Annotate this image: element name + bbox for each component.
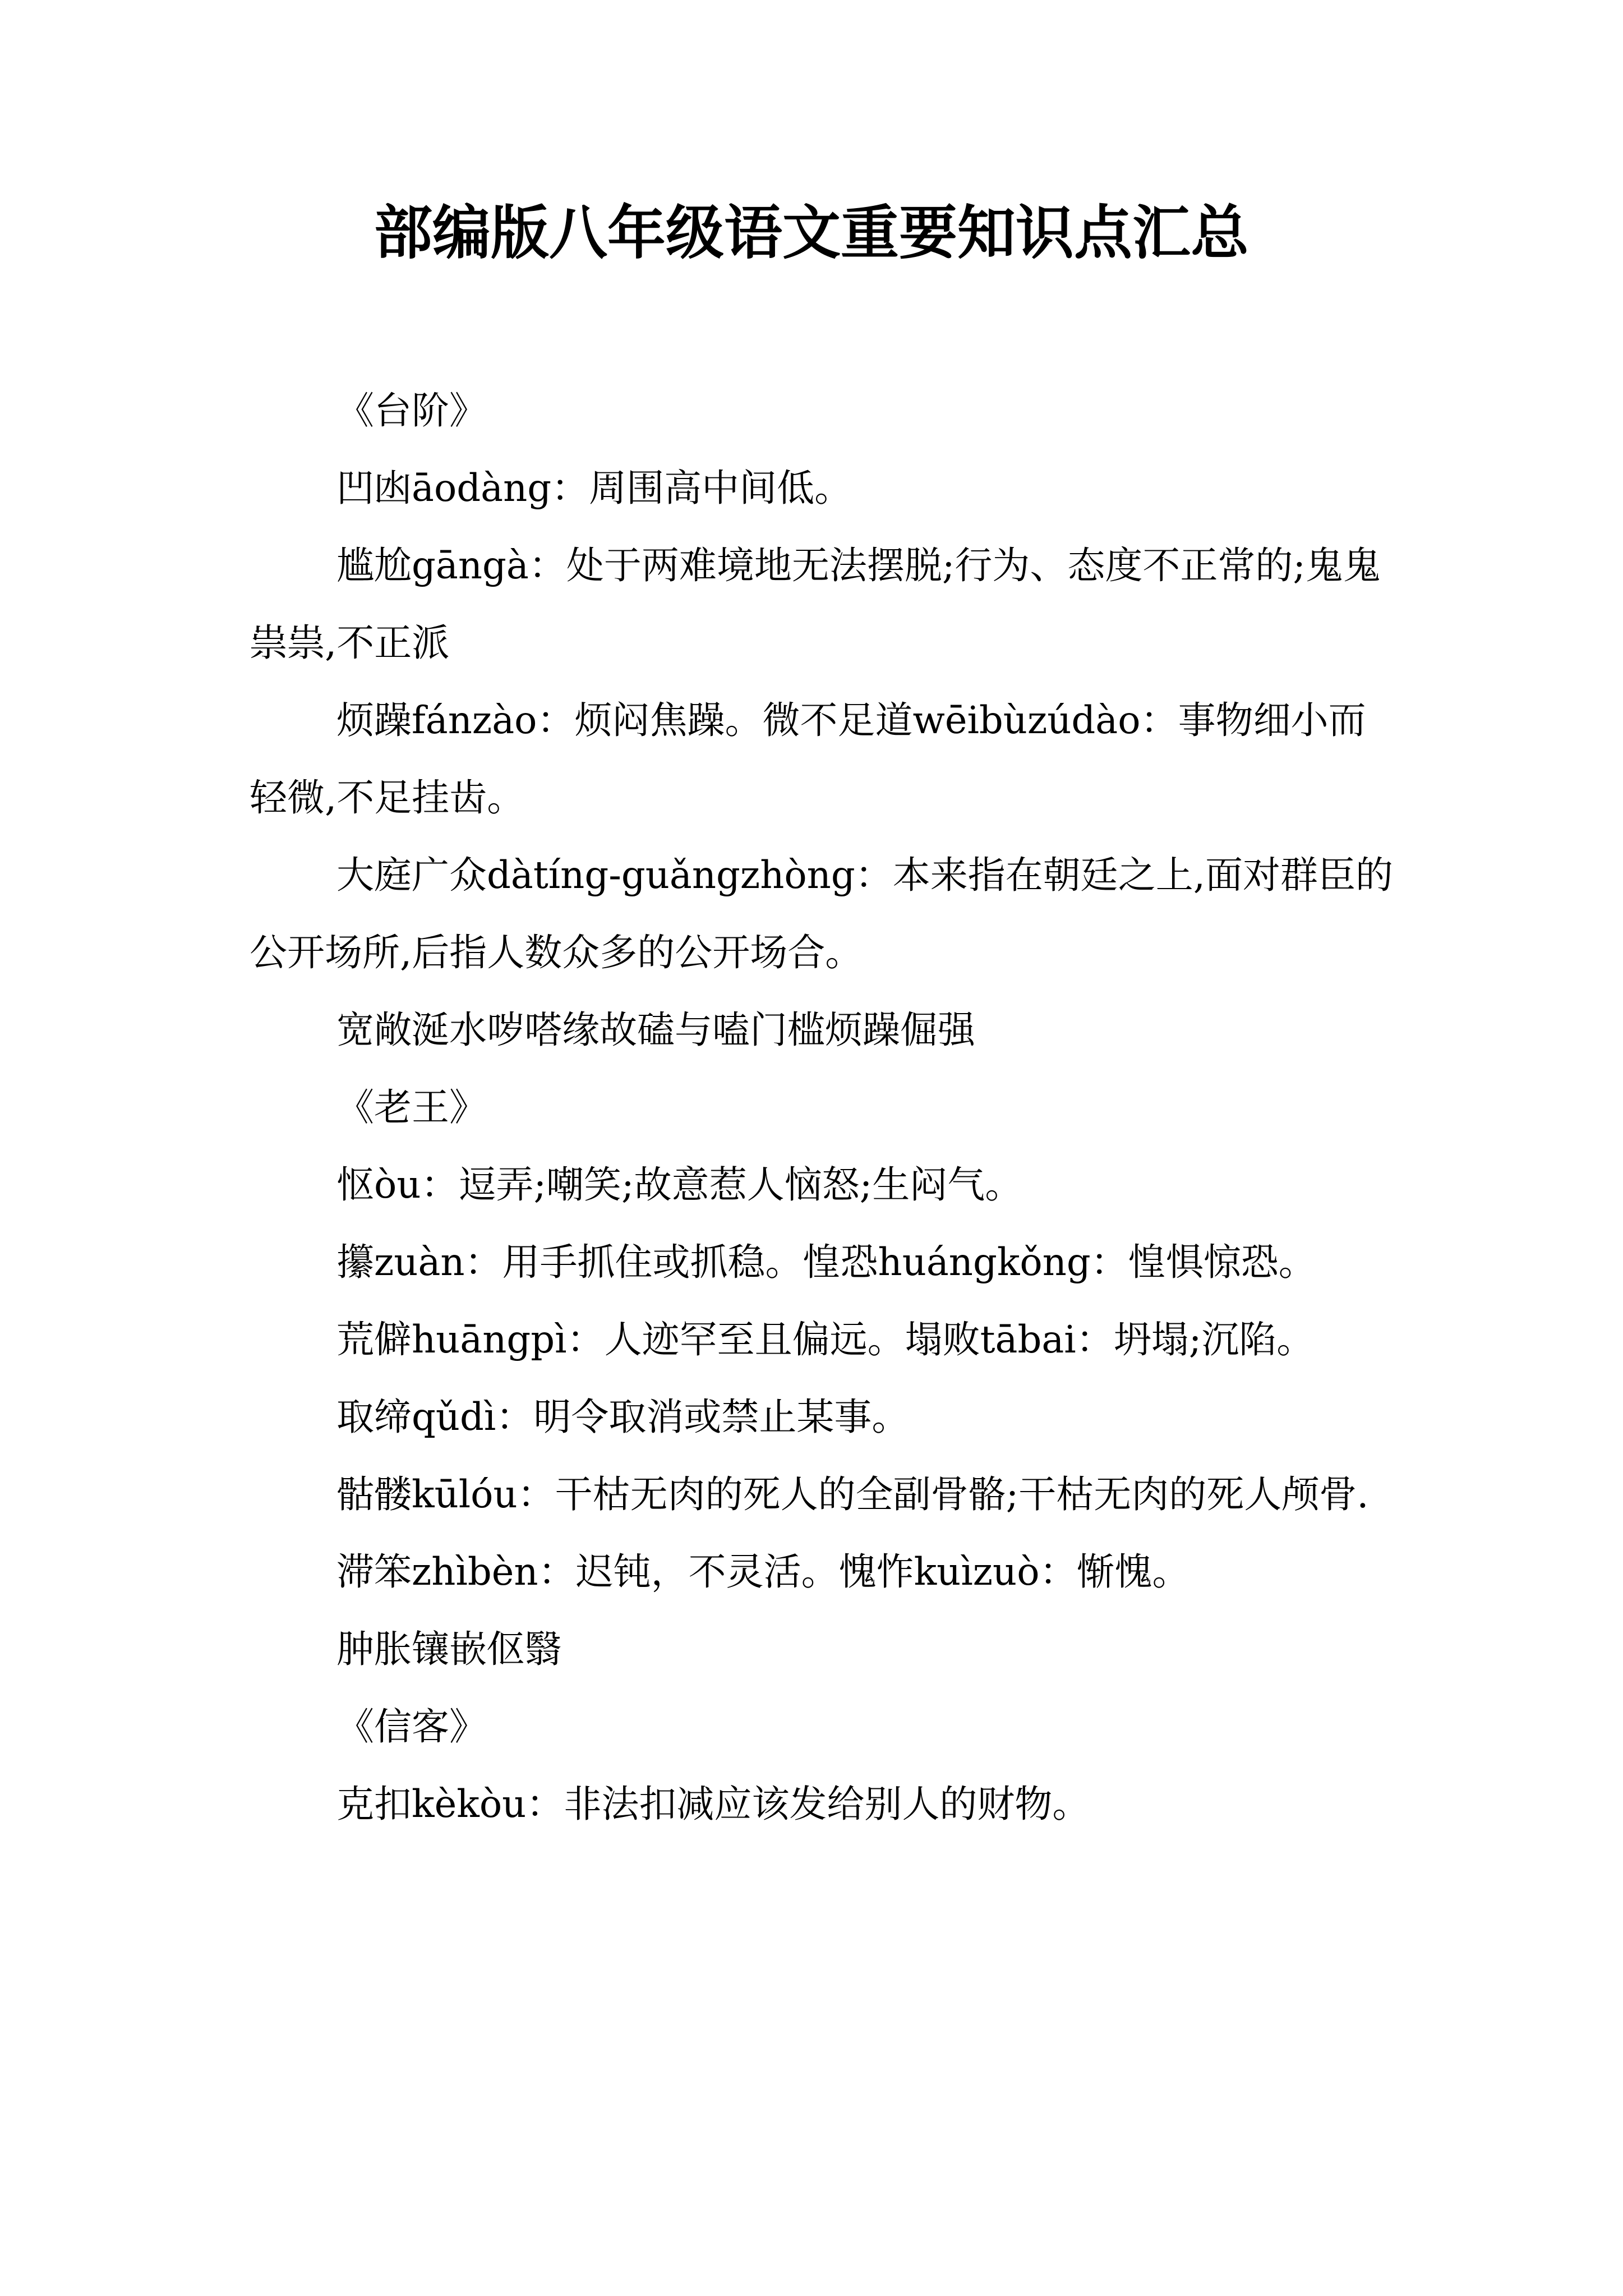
paragraph: 宽敞涎水哕嗒缘故磕与嗑门槛烦躁倔强 xyxy=(336,1008,975,1052)
paragraph: 滞笨zhìbèn：迟钝，不灵活。愧怍kuìzuò：惭愧。 xyxy=(336,1550,1190,1594)
paragraph: 攥zuàn：用手抓住或抓稳。惶恐huángkǒng：惶惧惊恐。 xyxy=(336,1240,1316,1284)
document-body xyxy=(250,372,1394,1843)
paragraph: 烦躁fánzào：烦闷焦躁。微不足道wēibùzúdào：事物细小而轻微,不足挂齿。 xyxy=(250,698,1366,820)
paragraph: 怄òu：逗弄;嘲笑;故意惹人恼怒;生闷气。 xyxy=(336,1163,1023,1207)
paragraph: 取缔qǔdì：明令取消或禁止某事。 xyxy=(336,1395,910,1439)
paragraph: 尴尬gāngà：处于两难境地无法摆脱;行为、态度不正常的;鬼鬼祟祟,不正派 xyxy=(250,544,1381,665)
paragraph: 荒僻huāngpì：人迹罕至且偏远。塌败tābai：坍塌;沉陷。 xyxy=(336,1318,1315,1361)
paragraph: 大庭广众dàtíng-guǎngzhòng：本来指在朝廷之上,面对群臣的公开场所,后指人数众多的公开场合。 xyxy=(250,853,1394,974)
paragraph: 凹凼āodàng：周围高中间低。 xyxy=(336,466,852,510)
paragraph-section-heading: 《老王》 xyxy=(336,1085,487,1129)
paragraph: 骷髅kūlóu：干枯无肉的死人的全副骨骼;干枯无肉的死人颅骨. xyxy=(336,1473,1369,1516)
paragraph: 肿胀镶嵌伛翳 xyxy=(336,1627,562,1671)
paragraph-section-heading: 《信客》 xyxy=(336,1705,487,1749)
page-title: 部编版八年级语文重要知识点汇总 xyxy=(374,199,1249,267)
paragraph: 克扣kèkòu：非法扣减应该发给别人的财物。 xyxy=(336,1782,1090,1826)
paragraph-section-heading: 《台阶》 xyxy=(336,389,487,432)
